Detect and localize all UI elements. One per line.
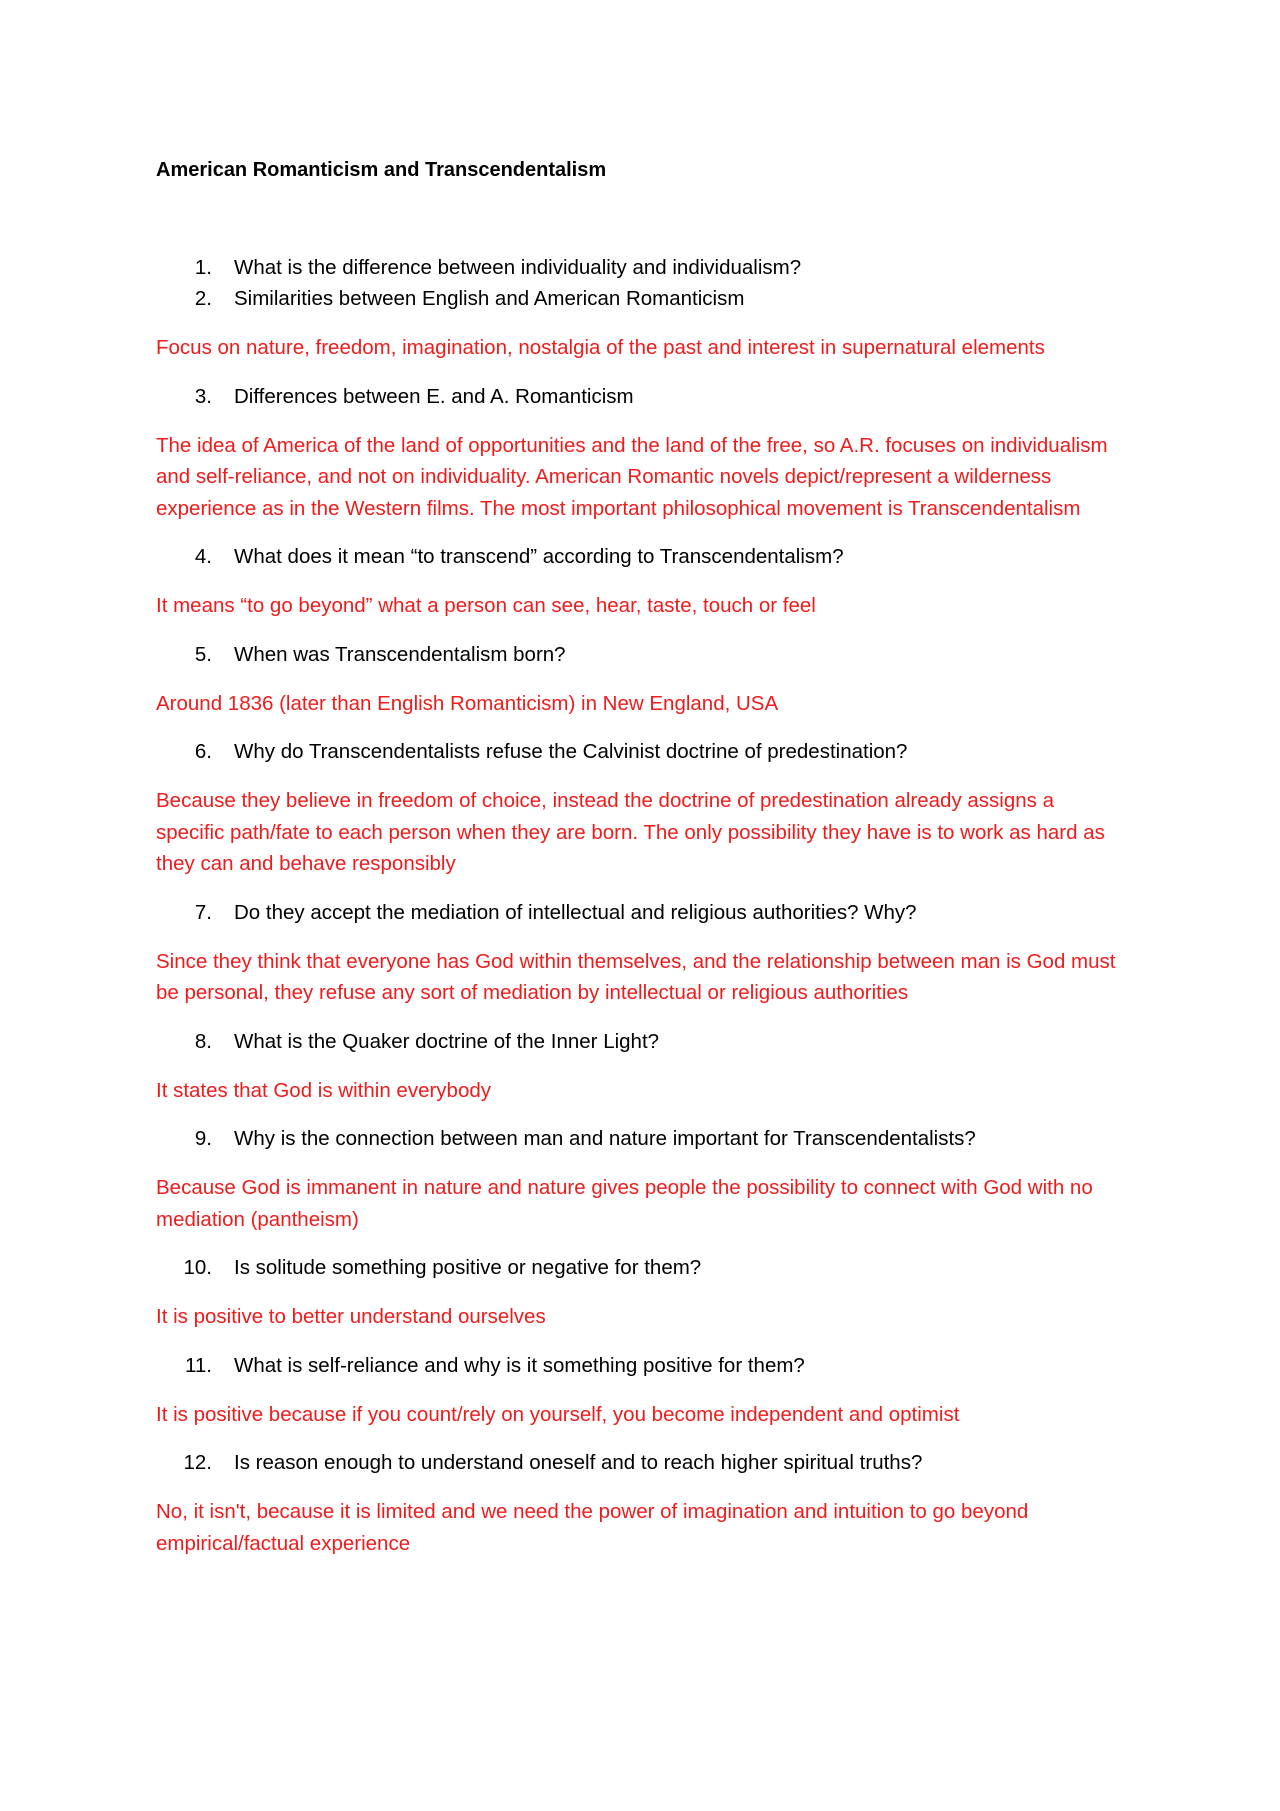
question-item-7 (156, 897, 1126, 928)
question-number: 8. (194, 1029, 212, 1053)
question-item-9 (156, 1123, 1126, 1154)
question-number: 6. (194, 740, 212, 763)
question-number: 3. (194, 384, 212, 408)
question-number: 12. (183, 1451, 212, 1474)
document-title: American Romanticism and Transcendentalism (156, 159, 607, 181)
question-item-3 (156, 381, 1126, 412)
question-number: 2. (194, 287, 212, 310)
answer-text-3: The idea of America of the land of opportunities and the land of the free, so A.R. focuses on individualism and self-reliance, and not on individuality. American Romantic novels depict/represent a wilderness experience as in the Western films. The most important philosophical movement is Transcendentalism (156, 433, 1108, 520)
answer-text-6: Because they believe in freedom of choice, instead the doctrine of predestination already assigns a specific path/fate to each person when they are born. The only possibility they have is to work as hard as they can and behave responsibly (156, 789, 1105, 875)
answer-text-8: It states that God is within everybody (156, 1078, 491, 1102)
question-text: Similarities between English and American Romanticism (234, 287, 745, 310)
question-text: What is the difference between individuality and individualism? (234, 256, 802, 279)
question-item-6 (156, 736, 1126, 767)
question-number: 7. (194, 900, 212, 924)
question-item-1 (156, 252, 1126, 283)
question-text: Is solitude something positive or negative for them? (234, 1256, 702, 1279)
question-text: What is the Quaker doctrine of the Inner Light? (234, 1029, 660, 1053)
question-text: What is self-reliance and why is it something positive for them? (234, 1353, 805, 1377)
question-number: 9. (194, 1127, 212, 1150)
question-answer-list (156, 252, 1126, 1559)
question-text: Is reason enough to understand oneself and to reach higher spiritual truths? (234, 1451, 923, 1474)
answer-text-11: It is positive because if you count/rely on yourself, you become independent and optimist (156, 1402, 960, 1426)
question-item-5 (156, 639, 1126, 670)
question-item-11 (156, 1350, 1126, 1381)
question-text: Differences between E. and A. Romanticism (234, 384, 634, 408)
question-item-4 (156, 541, 1126, 572)
question-item-12 (156, 1447, 1126, 1478)
answer-text-10: It is positive to better understand ourselves (156, 1305, 546, 1328)
question-item-10 (156, 1252, 1126, 1283)
question-text: Do they accept the mediation of intellectual and religious authorities? Why? (234, 900, 917, 924)
question-number: 10. (183, 1256, 212, 1279)
answer-text-7: Since they think that everyone has God within themselves, and the relationship between man is God must be personal, they refuse any sort of mediation by intellectual or religious authorities (156, 949, 1116, 1004)
answer-text-12: No, it isn't, because it is limited and we need the power of imagination and intuition to go beyond empirical/factual experience (156, 1500, 1029, 1555)
answer-text-4: It means “to go beyond” what a person can see, hear, taste, touch or feel (156, 594, 816, 617)
question-text: Why is the connection between man and nature important for Transcendentalists? (234, 1127, 976, 1150)
question-number: 4. (194, 545, 212, 568)
question-item-2 (156, 283, 1126, 314)
question-number: 5. (194, 642, 212, 666)
question-number: 1. (194, 256, 212, 279)
question-text: What does it mean “to transcend” according to Transcendentalism? (234, 545, 844, 568)
answer-text-2: Focus on nature, freedom, imagination, nostalgia of the past and interest in supernatural elements (156, 336, 1045, 359)
question-item-8 (156, 1026, 1126, 1057)
question-text: Why do Transcendentalists refuse the Calvinist doctrine of predestination? (234, 740, 908, 763)
answer-text-5: Around 1836 (later than English Romanticism) in New England, USA (156, 691, 779, 715)
answer-text-9: Because God is immanent in nature and nature gives people the possibility to connect with God with no mediation (pantheism) (156, 1176, 1093, 1231)
question-number: 11. (185, 1353, 212, 1377)
question-text: When was Transcendentalism born? (234, 642, 566, 666)
